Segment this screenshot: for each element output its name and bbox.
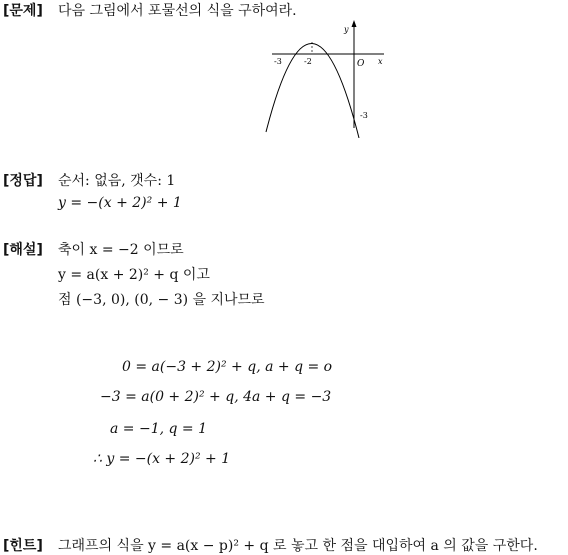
- problem-text: 다음 그림에서 포물선의 식을 구하여라.: [58, 3, 297, 19]
- origin-label: O: [357, 59, 365, 69]
- explanation-line-1: 축이 x = −2 이므로: [58, 242, 184, 258]
- explanation-tag: [해설]: [3, 242, 43, 258]
- problem-tag: [문제]: [3, 3, 43, 19]
- x-axis-label: x: [378, 57, 383, 66]
- explanation-eq-1: 0 = a(−3 + 2)² + q, a + q = o: [122, 359, 333, 375]
- y-axis-arrow-icon: [352, 20, 357, 27]
- hint-tag: [힌트]: [3, 538, 43, 554]
- answer-tag: [정답]: [3, 173, 43, 189]
- tick-label-neg2: -2: [304, 57, 312, 66]
- answer-line-1: 순서: 없음, 갯수: 1: [58, 173, 176, 189]
- explanation-line-2: y = a(x + 2)² + q 이고: [58, 267, 210, 283]
- tick-label-neg3: -3: [274, 57, 282, 66]
- explanation-eq-2: −3 = a(0 + 2)² + q, 4a + q = −3: [100, 389, 332, 405]
- explanation-eq-3: a = −1, q = 1: [110, 421, 208, 437]
- parabola-graph: [262, 18, 390, 138]
- explanation-line-3: 점 (−3, 0), (0, − 3) 을 지나므로: [58, 292, 265, 308]
- hint-text: 그래프의 식을 y = a(x − p)² + q 로 놓고 한 점을 대입하여 a 의 값을 구한다.: [58, 538, 538, 554]
- answer-equation: y = −(x + 2)² + 1: [58, 195, 182, 211]
- explanation-eq-4: ∴ y = −(x + 2)² + 1: [93, 451, 231, 467]
- tick-label-y-neg3: -3: [360, 111, 368, 120]
- y-axis-label: y: [344, 25, 349, 34]
